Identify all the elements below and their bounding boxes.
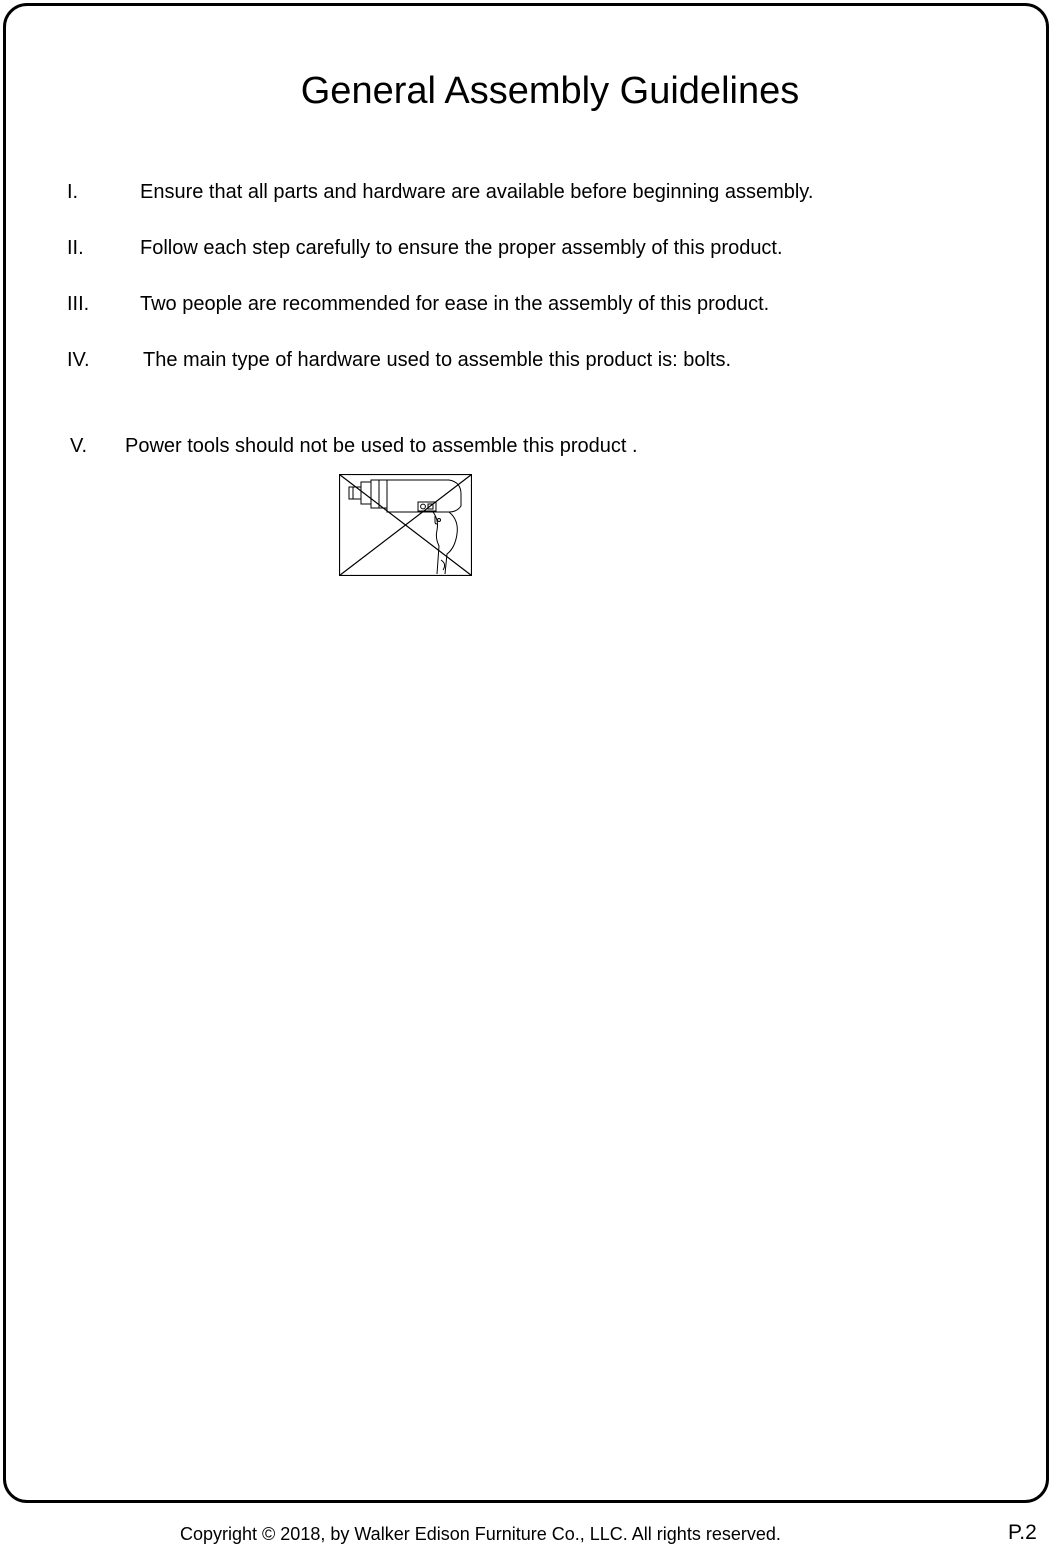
guideline-text-1: Ensure that all parts and hardware are available before beginning assembly. <box>140 181 814 203</box>
guideline-text-4: The main type of hardware used to assemble this product is: bolts. <box>143 349 732 371</box>
guideline-numeral-5: V. <box>70 435 88 457</box>
guideline-numeral-1: I. <box>67 181 79 203</box>
guideline-text-5: Power tools should not be used to assemble this product . <box>125 435 638 457</box>
guideline-text-3: Two people are recommended for ease in the assembly of this product. <box>140 293 770 315</box>
guideline-numeral-4: IV. <box>67 349 90 371</box>
copyright-footer: Copyright © 2018, by Walker Edison Furniture Co., LLC. All rights reserved. <box>180 1524 781 1544</box>
guideline-numeral-3: III. <box>67 293 90 315</box>
page-title: General Assembly Guidelines <box>300 70 800 112</box>
no-power-drill-icon <box>339 474 472 576</box>
page-number: P.2 <box>1008 1521 1037 1544</box>
guideline-numeral-2: II. <box>67 237 84 259</box>
page-border <box>3 3 1049 1503</box>
guideline-text-2: Follow each step carefully to ensure the proper assembly of this product. <box>140 237 783 259</box>
